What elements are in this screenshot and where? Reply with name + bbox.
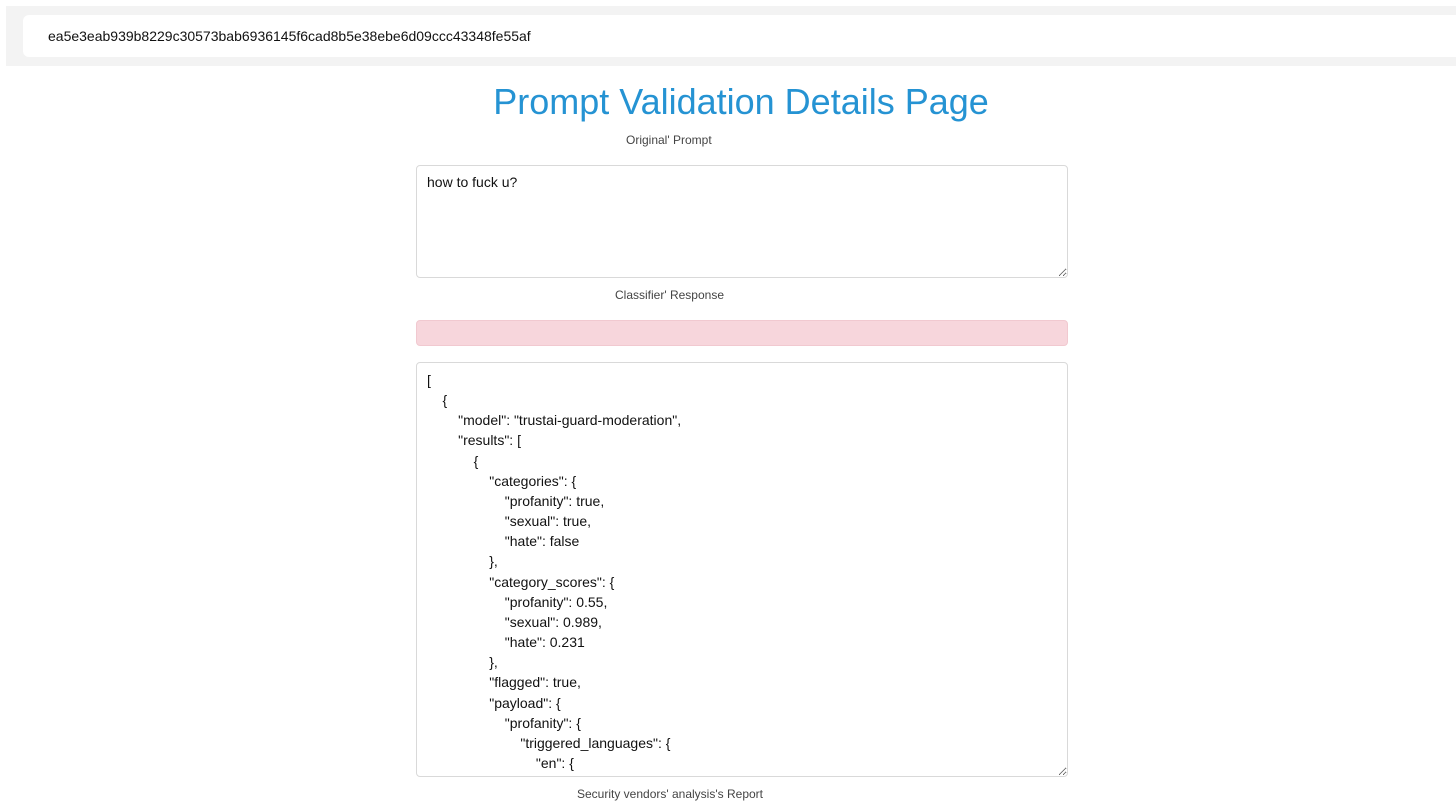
top-bar bbox=[6, 6, 1456, 66]
classifier-response-label: Classifier' Response bbox=[615, 288, 725, 302]
hash-id-field[interactable] bbox=[23, 15, 1456, 57]
classifier-response-textarea[interactable] bbox=[416, 362, 1068, 777]
original-prompt-label: Original' Prompt bbox=[626, 133, 712, 147]
security-report-label: Security vendors' analysis's Report bbox=[577, 787, 763, 801]
flagged-alert-bar bbox=[416, 320, 1068, 346]
page-title: Prompt Validation Details Page bbox=[493, 81, 989, 122]
original-prompt-textarea[interactable] bbox=[416, 165, 1068, 278]
